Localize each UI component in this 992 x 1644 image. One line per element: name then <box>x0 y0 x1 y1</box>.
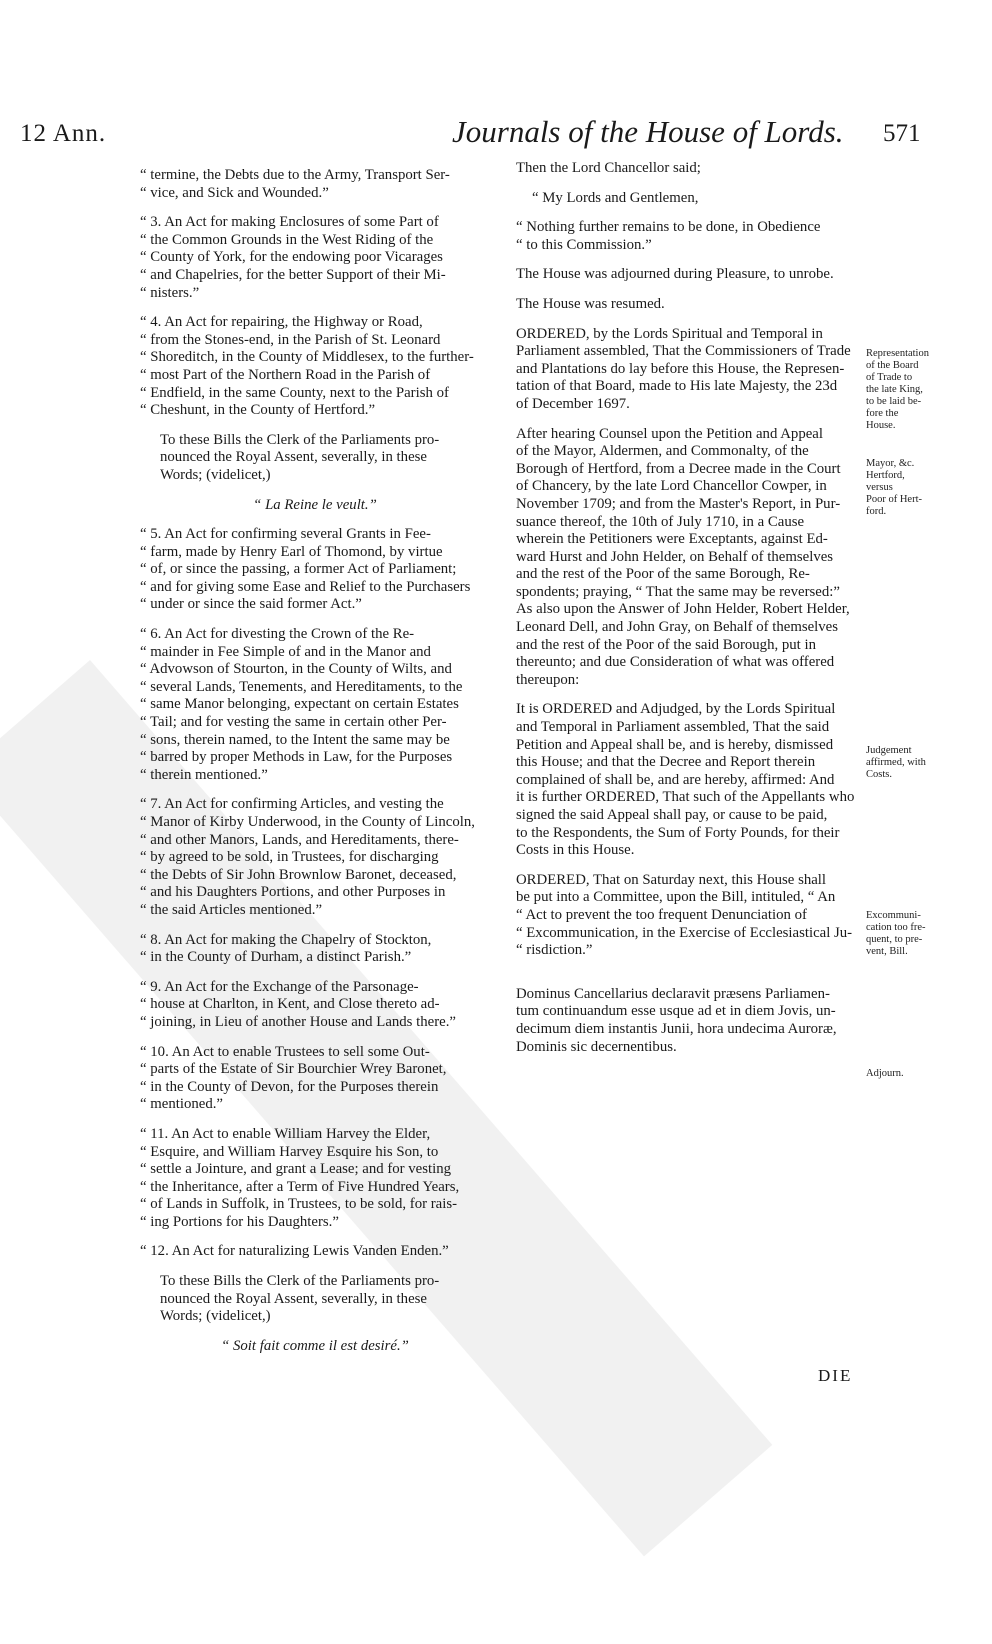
royal-assent-paragraph: To these Bills the Clerk of the Parliaments pro- nounced the Royal Assent, severally, in these Words; (videlicet,) <box>160 1273 440 1325</box>
paragraph: “ 12. An Act for naturalizing Lewis Vanden Enden.” <box>140 1243 449 1260</box>
royal-assent-paragraph: To these Bills the Clerk of the Parliaments pro- nounced the Royal Assent, severally, in these Words; (videlicet,) <box>160 431 440 483</box>
paragraph: “ 4. An Act for repairing, the Highway or Road, “ from the Stones-end, in the Parish of St. Leonard “ Shoreditch, in the County of Middlesex, to the further- “ most Part of the Northern Road in the Parish of “ Endfield, in the same County, next to the Parish of “ Cheshunt, in the County of Hertford.” <box>140 314 474 419</box>
royal-assent-formula: “ La Reine le veult.” <box>253 496 377 513</box>
margin-note: Excommuni- cation too fre- quent, to pre- vent, Bill. <box>866 910 926 957</box>
paragraph: “ 5. An Act for confirming several Grants in Fee- “ farm, made by Henry Earl of Thomond, by virtue “ of, or since the passing, a former Act of Parliament; “ and for giving some Ease and Relief to the Purchasers “ under or since the said former Act.” <box>140 526 471 613</box>
margin-note: Representation of the Board of Trade to the late King, to be laid be- fore the House. <box>866 348 929 431</box>
paragraph: The House was adjourned during Pleasure, to unrobe. <box>516 266 834 283</box>
paragraph: “ 11. An Act to enable William Harvey the Elder, “ Esquire, and William Harvey Esquire his Son, to “ settle a Jointure, and grant a Lease; and for vesting “ the Inheritance, after a Term of Five Hundred Years, “ of Lands in Suffolk, in Trustees, to be sold, for rais- “ ing Portions for his Daughters.” <box>140 1125 460 1230</box>
paragraph: “ 9. An Act for the Exchange of the Parsonage- “ house at Charlton, in Kent, and Close thereto ad- “ joining, in Lieu of another House and Lands there.” <box>140 978 456 1030</box>
paragraph: “ 6. An Act for divesting the Crown of the Re- “ mainder in Fee Simple of and in the Manor and “ Advowson of Stourton, in the County of Wilts, and “ several Lands, Tenements, and Hereditaments, to the “ same Manor belonging, expectant on certain Estates “ Tail; and for vesting the same in certain other Per- “ sons, therein named, to the Intent the same may be “ barred by proper Methods in Law, for the Purposes “ therein mentioned.” <box>140 626 463 783</box>
page-number: 571 <box>883 120 921 147</box>
page-header <box>0 114 992 160</box>
paragraph: “ 8. An Act for making the Chapelry of Stockton, “ in the County of Durham, a distinct Parish.” <box>140 931 432 966</box>
paragraph: It is ORDERED and Adjudged, by the Lords Spiritual and Temporal in Parliament assembled, That the said Petition and Appeal shall be, and is hereby, dismissed this House; and that the Decree and Report therein complained of shall be, and are hereby, affirmed: And it is further ORDERED, That such of the Appellants who signed the said Appeal shall pay, or cause to be paid, to the Respondents, the Sum of Forty Pounds, for their Costs in this House. <box>516 701 855 859</box>
paragraph: “ My Lords and Gentlemen, <box>532 189 699 206</box>
paragraph: “ 10. An Act to enable Trustees to sell some Out- “ parts of the Estate of Sir Bourchier Wrey Baronet, “ in the County of Devon, for the Purposes therein “ mentioned.” <box>140 1043 447 1113</box>
catchword: DIE <box>818 1366 853 1385</box>
right-column <box>516 160 864 1068</box>
royal-assent-formula: “ Soit fait comme il est desiré.” <box>221 1337 409 1354</box>
margin-note: Judgement affirmed, with Costs. <box>866 745 926 780</box>
margin-note: Adjourn. <box>866 1068 904 1079</box>
session-label: 12 Ann. <box>20 120 107 147</box>
paragraph: “ 7. An Act for confirming Articles, and vesting the “ Manor of Kirby Underwood, in the County of Lincoln, “ and other Manors, Lands, and Hereditaments, there- “ by agreed to be sold, in Trustees, for discharging “ the Debts of Sir John Brownlow Baronet, deceased, “ and his Daughters Portions, and other Purposes in “ the said Articles mentioned.” <box>140 796 475 918</box>
paragraph: The House was resumed. <box>516 295 665 312</box>
paragraph: “ termine, the Debts due to the Army, Transport Ser- “ vice, and Sick and Wounded.” <box>140 167 450 201</box>
paragraph: Dominus Cancellarius declaravit præsens Parliamen- tum continuandum esse usque ad et in diem Jovis, un- decimum diem instantis Junii, hora undecima Auroræ, Dominis sic decernentibus. <box>516 985 837 1055</box>
journal-title: Journals of the House of Lords. <box>452 114 844 149</box>
margin-notes <box>866 0 976 1644</box>
margin-note: Mayor, &c. Hertford, versus Poor of Hert- ford. <box>866 458 922 517</box>
paragraph: ORDERED, by the Lords Spiritual and Temporal in Parliament assembled, That the Commissioners of Trade and Plantations do lay before this House, the Represen- tation of that Board, made to His late Majesty, the 23d of December 1697. <box>516 325 851 412</box>
left-column <box>140 167 490 1367</box>
paragraph: “ 3. An Act for making Enclosures of some Part of “ the Common Grounds in the West Riding of the “ County of York, for the endowing poor Vicarages “ and Chapelries, for the better Support of their Mi- “ nisters.” <box>140 214 446 301</box>
paragraph: ORDERED, That on Saturday next, this House shall be put into a Committee, upon the Bill, intituled, “ An “ Act to prevent the too frequent Denunciation of “ Excommunication, in the Exercise of Ecclesiastical Ju- “ risdiction.” <box>516 871 853 959</box>
paragraph: “ Nothing further remains to be done, in Obedience “ to this Commission.” <box>516 219 821 253</box>
paragraph: After hearing Counsel upon the Petition and Appeal of the Mayor, Aldermen, and Commonalty, of the Borough of Hertford, from a Decree made in the Court of Chancery, by the late Lord Chancellor Cowper, in November 1709; and from the Master's Report, in Pur- suance thereof, the 10th of July 1710, in a Cause wherein the Petitioners were Exceptants, against Ed- ward Hurst and John Helder, on Behalf of themselves and the rest of the Poor of the same Borough, Re- spondents; praying, “ That the same may be reversed:” As also upon the Answer of John Helder, Robert Helder, Leonard Dell, and John Gray, on Behalf of themselves and the rest of the Poor of the said Borough, put in thereunto; and due Consideration of what was offered thereupon: <box>516 425 850 688</box>
paragraph: Then the Lord Chancellor said; <box>516 160 701 176</box>
